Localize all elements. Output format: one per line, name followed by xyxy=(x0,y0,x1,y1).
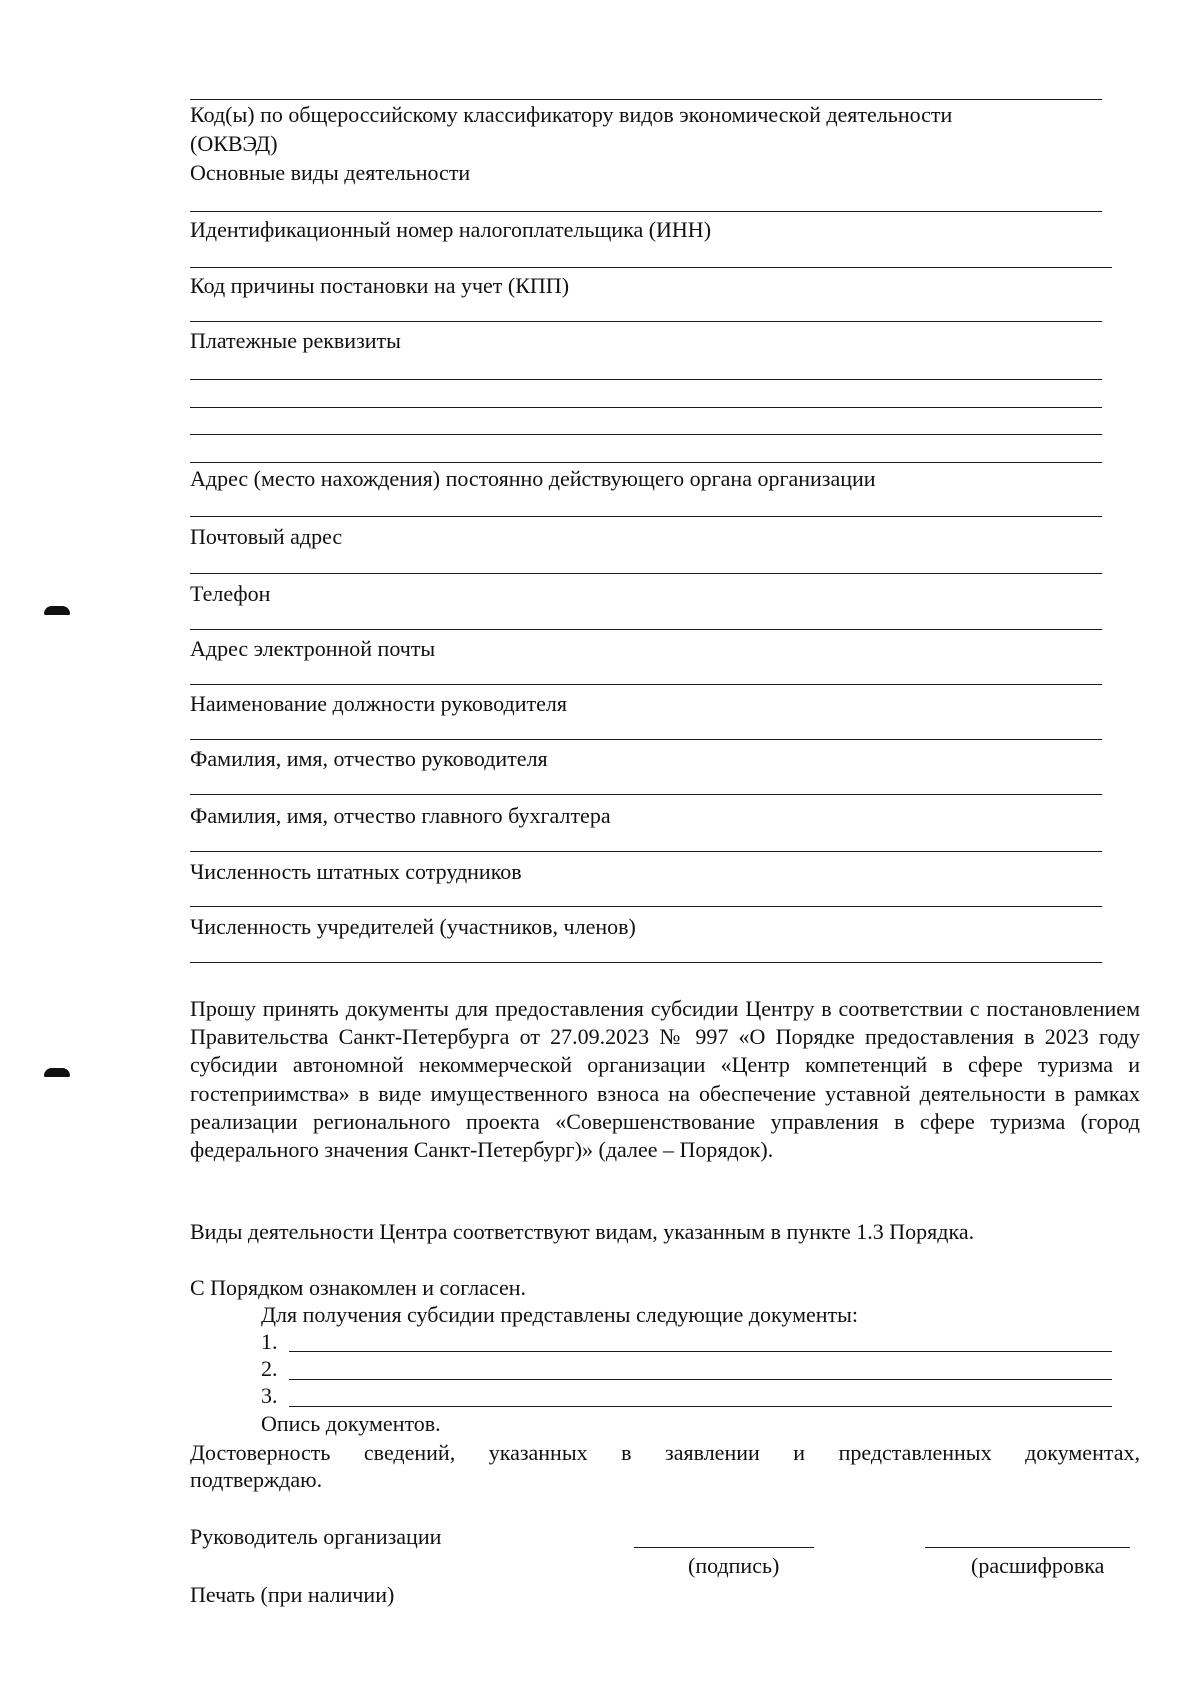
kpp-label: Код причины постановки на учет (КПП) xyxy=(190,273,570,298)
staff-count-label: Численность штатных сотрудников xyxy=(190,859,522,884)
email-line[interactable] xyxy=(190,684,1102,685)
document-item-line[interactable] xyxy=(289,1406,1112,1407)
head-position-label: Наименование должности руководителя xyxy=(190,691,567,716)
okved-label-abbr: (ОКВЭД) xyxy=(190,131,278,156)
document-item-line[interactable] xyxy=(289,1351,1112,1352)
document-item-number: 2. xyxy=(261,1356,278,1381)
documents-intro: Для получения субсидии представлены следующие документы: xyxy=(261,1302,859,1327)
main-activities-line[interactable] xyxy=(190,211,1102,212)
accountant-name-line[interactable] xyxy=(190,851,1102,852)
payment-details-label: Платежные реквизиты xyxy=(190,328,401,353)
phone-label: Телефон xyxy=(190,581,271,606)
head-name-line[interactable] xyxy=(190,794,1102,795)
inn-line[interactable] xyxy=(190,267,1112,268)
payment-details-line[interactable] xyxy=(190,462,1102,463)
signature-line[interactable] xyxy=(634,1547,814,1548)
punch-hole-mark xyxy=(44,606,70,615)
main-activities-label: Основные виды деятельности xyxy=(190,160,471,185)
address-label: Адрес (место нахождения) постоянно действующего органа организации xyxy=(190,466,876,491)
founders-count-line[interactable] xyxy=(190,962,1102,963)
document-item-number: 1. xyxy=(261,1329,278,1354)
accountant-name-label: Фамилия, имя, отчество главного бухгалтера xyxy=(190,803,611,828)
confirmation-line-end: подтверждаю. xyxy=(190,1467,323,1492)
seal-label: Печать (при наличии) xyxy=(190,1582,395,1607)
decoding-caption: (расшифровка xyxy=(971,1553,1105,1578)
payment-details-line[interactable] xyxy=(190,407,1102,408)
confirmation-line: Достоверность сведений, указанных в заявлении и представленных документах, xyxy=(190,1440,1140,1465)
inn-label: Идентификационный номер налогоплательщика (ИНН) xyxy=(190,217,712,242)
agreement-statement: С Порядком ознакомлен и согласен. xyxy=(190,1275,527,1300)
head-position-line[interactable] xyxy=(190,739,1102,740)
document-item-number: 3. xyxy=(261,1383,278,1408)
okved-label: Код(ы) по общероссийскому классификатору видов экономической деятельности xyxy=(190,102,953,127)
founders-count-label: Численность учредителей (участников, членов) xyxy=(190,914,636,939)
inventory-label: Опись документов. xyxy=(261,1411,441,1436)
head-name-label: Фамилия, имя, отчество руководителя xyxy=(190,746,548,771)
postal-address-label: Почтовый адрес xyxy=(190,524,343,549)
address-line[interactable] xyxy=(190,516,1102,517)
activities-statement: Виды деятельности Центра соответствуют видам, указанным в пункте 1.3 Порядка. xyxy=(190,1219,975,1244)
postal-address-line[interactable] xyxy=(190,573,1102,574)
punch-hole-mark xyxy=(44,1068,70,1077)
payment-details-line[interactable] xyxy=(190,379,1102,380)
request-paragraph: Прошу принять документы для предоставления субсидии Центру в соответствии с постановлением Правительства Санкт-Петербурга от 27.09.2023 № 997 «О Порядке предоставления в 2023 году субсидии автономной некоммерческой организации «Центр компетенций в сфере туризма и гостеприимства» в виде имущественного взноса на обеспечение уставной деятельности в рамках реализации регионального проекта «Совершенствование управления в сфере туризма (город федерального значения Санкт-Петербург)» (далее – Порядок). xyxy=(190,996,1140,1163)
staff-count-line[interactable] xyxy=(190,906,1102,907)
document-item-line[interactable] xyxy=(289,1379,1112,1380)
kpp-line[interactable] xyxy=(190,321,1102,322)
decoding-line[interactable] xyxy=(925,1547,1130,1548)
email-label: Адрес электронной почты xyxy=(190,636,436,661)
field-line[interactable] xyxy=(190,99,1102,100)
signature-caption: (подпись) xyxy=(688,1553,780,1578)
phone-line[interactable] xyxy=(190,629,1102,630)
payment-details-line[interactable] xyxy=(190,434,1102,435)
head-signature-label: Руководитель организации xyxy=(190,1524,442,1549)
